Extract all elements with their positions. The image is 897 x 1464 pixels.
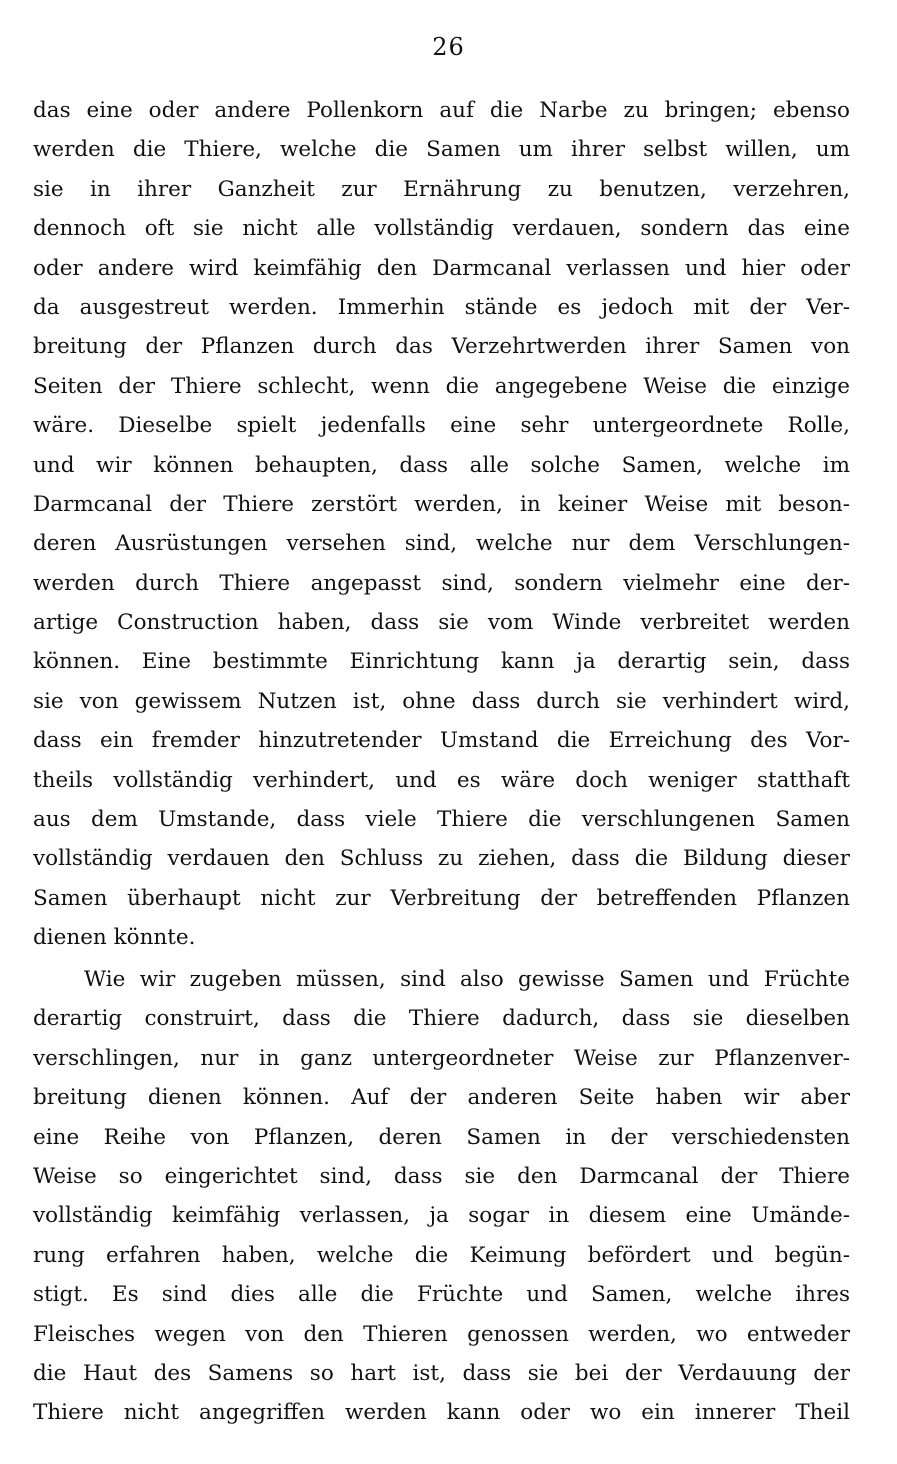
text-line: wäre. Dieselbe spielt jedenfalls eine sehr untergeordnete Rolle,: [33, 413, 850, 439]
text-line: eine Reihe von Pflanzen, deren Samen in der verschiedensten: [33, 1124, 850, 1150]
text-line: rung erfahren haben, welche die Keimung befördert und begün-: [33, 1242, 850, 1268]
text-line: Weise so eingerichtet sind, dass sie den Darmcanal der Thiere: [33, 1163, 850, 1189]
text-line: das eine oder andere Pollenkorn auf die Narbe zu bringen; ebenso: [33, 98, 850, 123]
text-line: artige Construction haben, dass sie vom Winde verbreitet werden: [33, 610, 850, 636]
text-line: Darmcanal der Thiere zerstört werden, in keiner Weise mit beson-: [33, 491, 850, 517]
text-line: da ausgestreut werden. Immerhin stände es jedoch mit der Ver-: [33, 294, 850, 320]
text-line: dennoch oft sie nicht alle vollständig verdauen, sondern das eine: [33, 216, 850, 242]
text-line: und wir können behaupten, dass alle solche Samen, welche im: [33, 452, 850, 478]
text-line: Samen überhaupt nicht zur Verbreitung der betreffenden Pflanzen: [33, 885, 850, 911]
text-line: derartig construirt, dass die Thiere dadurch, dass sie dieselben: [33, 1006, 850, 1032]
text-line: sie von gewissem Nutzen ist, ohne dass durch sie verhindert wird,: [33, 688, 850, 714]
text-line: aus dem Umstande, dass viele Thiere die verschlungenen Samen: [33, 807, 850, 833]
text-line: vollständig keimfähig verlassen, ja sogar in diesem eine Umände-: [33, 1203, 850, 1229]
text-line: sie in ihrer Ganzheit zur Ernährung zu benutzen, verzehren,: [33, 176, 850, 202]
paragraph-1: [33, 91, 850, 958]
text-line: deren Ausrüstungen versehen sind, welche nur dem Verschlungen-: [33, 531, 850, 557]
text-line: werden die Thiere, welche die Samen um ihrer selbst willen, um: [33, 137, 850, 163]
text-line: breitung der Pflanzen durch das Verzehrtwerden ihrer Samen von: [33, 334, 850, 360]
paragraph-2: [33, 960, 850, 1433]
text-line: theils vollständig verhindert, und es wäre doch weniger statthaft: [33, 767, 850, 793]
text-line: können. Eine bestimmte Einrichtung kann ja derartig sein, dass: [33, 649, 850, 675]
text-line: vollständig verdauen den Schluss zu ziehen, dass die Bildung dieser: [33, 846, 850, 872]
text-line: Wie wir zugeben müssen, sind also gewisse Samen und Früchte: [84, 967, 850, 992]
text-line: dass ein fremder hinzutretender Umstand die Erreichung des Vor-: [33, 728, 850, 754]
text-line: verschlingen, nur in ganz untergeordneter Weise zur Pflanzenver-: [33, 1045, 850, 1071]
text-line: Fleisches wegen von den Thieren genossen werden, wo entweder: [33, 1321, 850, 1347]
page-number: 26: [432, 33, 465, 61]
text-line: werden durch Thiere angepasst sind, sondern vielmehr eine der-: [33, 570, 850, 596]
text-line: breitung dienen können. Auf der anderen Seite haben wir aber: [33, 1085, 850, 1111]
text-line: oder andere wird keimfähig den Darmcanal verlassen und hier oder: [33, 255, 850, 281]
text-line: Seiten der Thiere schlecht, wenn die angegebene Weise die einzige: [33, 373, 850, 399]
text-line: stigt. Es sind dies alle die Früchte und Samen, welche ihres: [33, 1282, 850, 1308]
text-line: Thiere nicht angegriffen werden kann oder wo ein innerer Theil: [33, 1400, 850, 1426]
text-line: dienen könnte.: [33, 925, 196, 951]
text-line: die Haut des Samens so hart ist, dass sie bei der Verdauung der: [33, 1360, 850, 1386]
